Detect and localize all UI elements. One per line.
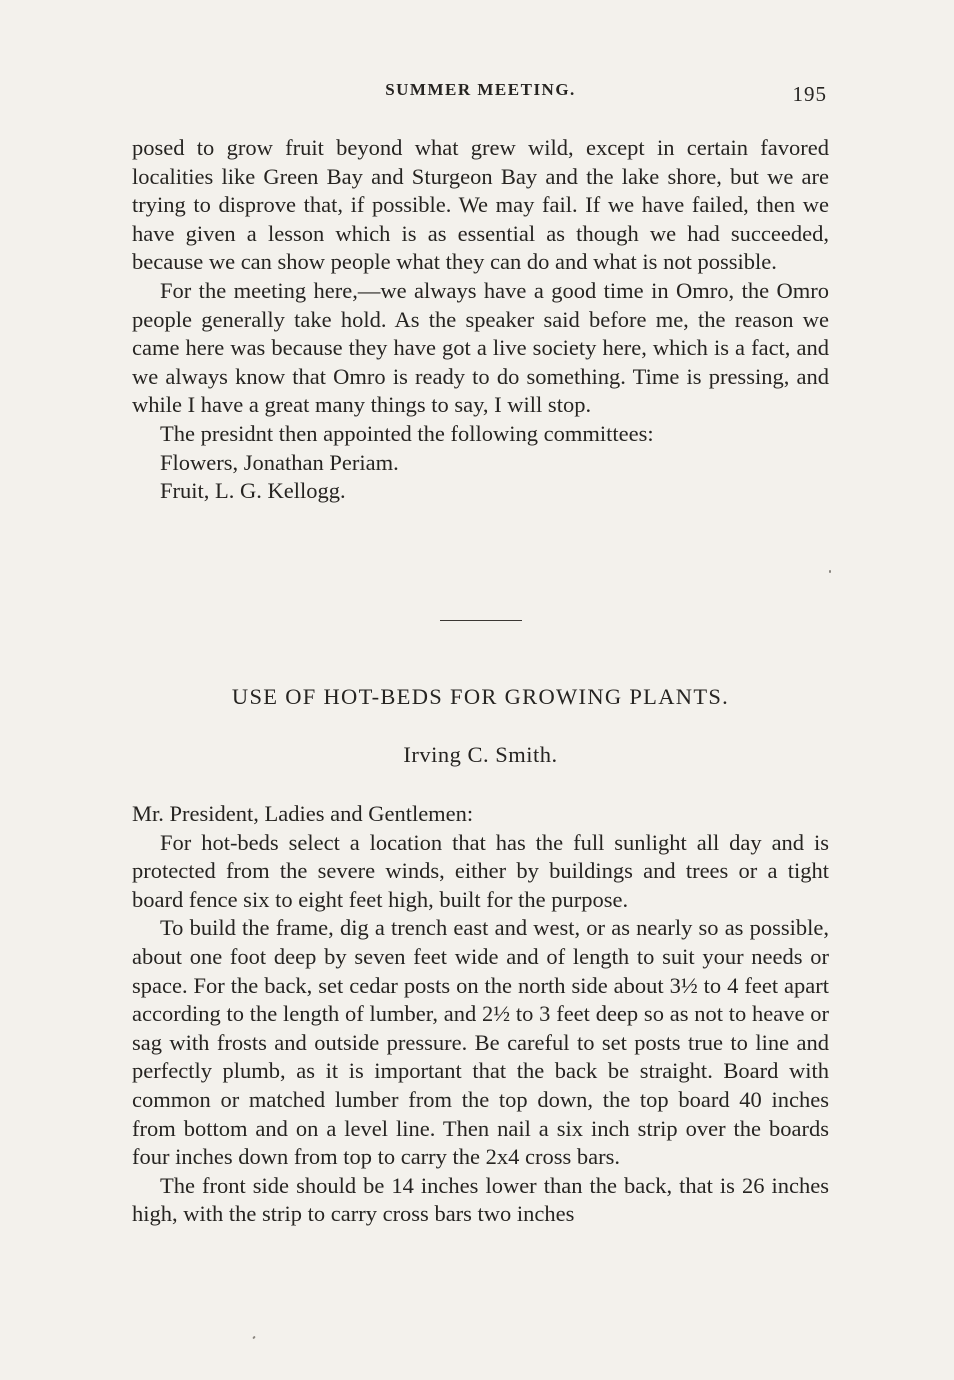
paragraph-frame: To build the frame, dig a trench east and west, or as nearly so as possible, about one foot deep by seven feet wide and of length to suit your needs or space. For the back, set cedar posts on the north side about 3½ to 4 feet apart according to the length of lumber, and 2½ to 3 feet deep so as not to heave or sag with frosts and outside pressure. Be careful to set posts true to line and perfectly plumb, as it is important that the back be straight. Board with common or matched lumber from the top down, the top board 40 inches from bottom and on a level line. Then nail a six inch strip over the boards four inches down from top to carry the 2x4 cross bars. — [132, 915, 829, 1170]
section-divider — [440, 620, 522, 621]
article-body — [132, 800, 829, 1229]
paragraph-location: For hot-beds select a location that has the full sunlight all day and is protected from the severe winds, either by buildings and trees or a tight board fence six to eight feet high, built for the purpose. — [132, 829, 829, 912]
committee-flowers: Flowers, Jonathan Periam. — [160, 449, 399, 475]
article-author: Irving C. Smith. — [403, 742, 558, 767]
page-number: 195 — [792, 82, 827, 106]
paper-speck — [252, 1336, 255, 1340]
continued-text-section — [132, 134, 829, 506]
paragraph-meeting: For the meeting here,—we always have a good time in Omro, the Omro people generally take hold. As the speaker said before me, the reason we came here was because they have got a live society here, which is a fact, and we always know that Omro is ready to do something. Time is pressing, and while I have a great many things to say, I will stop. — [132, 277, 829, 418]
article-title: USE OF HOT-BEDS FOR GROWING PLANTS. — [231, 684, 730, 709]
running-head — [132, 80, 829, 108]
paragraph-continued: posed to grow fruit beyond what grew wild, except in certain favored localities like Green Bay and Sturgeon Bay and the lake shore, but we are trying to disprove that, if possible. We may fail. If we have failed, then we have given a lesson which is as essential as though we had succeeded, because we can show people what they can do and what is not possible. — [132, 135, 829, 275]
running-title: SUMMER MEETING. — [385, 80, 576, 99]
paper-speck — [829, 570, 831, 573]
paragraph-committees: The presidnt then appointed the following committees: — [160, 420, 654, 446]
salutation: Mr. President, Ladies and Gentlemen: — [132, 801, 474, 826]
committee-fruit: Fruit, L. G. Kellogg. — [160, 478, 346, 504]
paragraph-front-side: The front side should be 14 inches lower than the back, that is 26 inches high, with the strip to carry cross bars two inches — [132, 1172, 829, 1227]
